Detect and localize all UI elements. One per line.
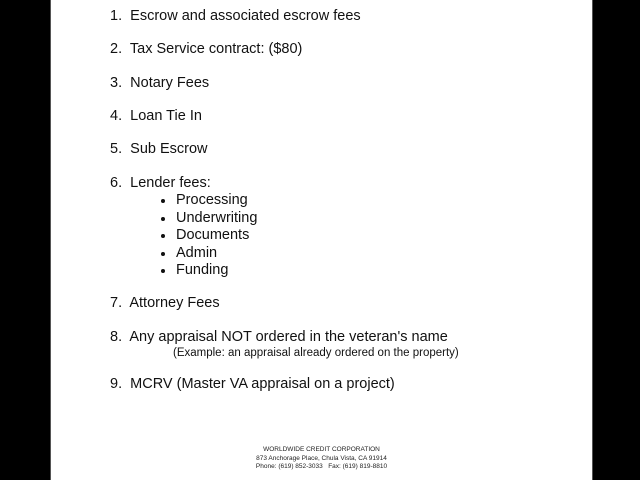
company-fax: Fax: (619) 819-8810 [328, 463, 388, 470]
item-text: Tax Service contract: ($80) [129, 41, 303, 57]
company-footer [51, 446, 592, 472]
item-number: 6. [110, 175, 127, 191]
list-item-1 [110, 8, 361, 25]
item-number: 2. [110, 41, 127, 57]
item-text: Escrow and associated escrow fees [130, 8, 361, 24]
item-text: Lender fees: [130, 175, 211, 191]
bullet-item-admin: Admin [161, 245, 257, 263]
item-number: 4. [110, 108, 127, 124]
company-address: 873 Anchorage Place, Chula Vista, CA 91914 [256, 454, 387, 462]
company-contact [51, 463, 592, 472]
item-number: 7. [110, 295, 127, 311]
item-number: 5. [110, 141, 127, 157]
item-text: MCRV (Master VA appraisal on a project) [130, 376, 395, 392]
item-number: 8. [110, 329, 127, 345]
list-item-9 [110, 376, 395, 393]
item-number: 1. [110, 8, 127, 24]
list-item-3 [110, 75, 209, 92]
bullet-item-underwriting: Underwriting [161, 210, 257, 228]
item-text: Any appraisal NOT ordered in the veteran's name [129, 329, 448, 345]
list-item-7 [110, 295, 220, 312]
appraisal-example-note: (Example: an appraisal already ordered on the property) [173, 347, 459, 359]
list-item-5 [110, 141, 208, 158]
item-text: Loan Tie In [130, 108, 202, 124]
item-number: 3. [110, 75, 127, 91]
bullet-item-funding: Funding [161, 262, 257, 280]
list-item-2 [110, 41, 302, 58]
item-text: Notary Fees [130, 75, 210, 91]
list-item-8 [110, 329, 448, 346]
item-text: Attorney Fees [129, 295, 220, 311]
list-item-4 [110, 108, 202, 125]
document-page [50, 0, 593, 480]
item-text: Sub Escrow [130, 141, 208, 157]
list-item-6 [110, 175, 211, 192]
bullet-item-processing: Processing [161, 192, 257, 210]
company-phone: Phone: (619) 852-3033 [255, 463, 323, 470]
lender-fees-list [161, 192, 257, 280]
bullet-item-documents: Documents [161, 227, 257, 245]
item-number: 9. [110, 376, 127, 392]
company-name: WORLDWIDE CREDIT CORPORATION [263, 446, 380, 453]
